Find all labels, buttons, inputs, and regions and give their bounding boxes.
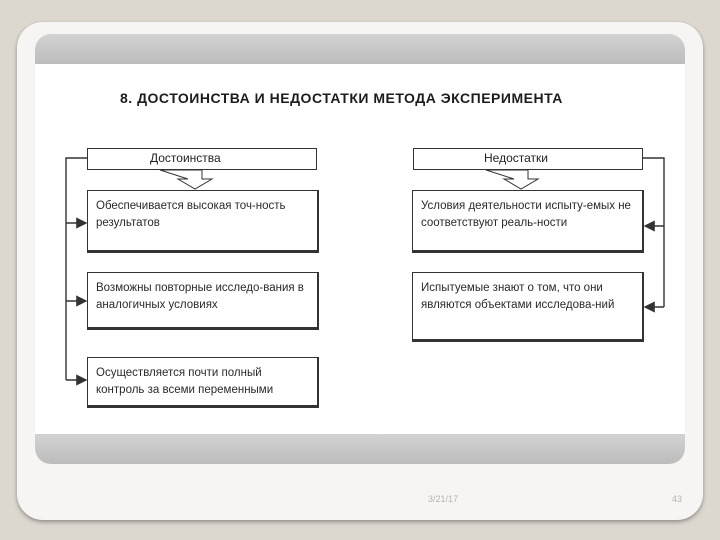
footer-date: 3/21/17	[428, 494, 459, 504]
advantages-header: Достоинства	[87, 148, 317, 170]
right-bracket-line	[643, 158, 664, 307]
left-header-down-arrow	[160, 170, 212, 189]
page-number: 43	[672, 494, 683, 504]
slide-title: 8. ДОСТОИНСТВА И НЕДОСТАТКИ МЕТОДА ЭКСПЕРИМЕНТА	[120, 90, 563, 106]
disadvantages-header: Недостатки	[413, 148, 643, 170]
disadvantage-item: Условия деятельности испыту-емых не соответствуют реаль-ности	[412, 190, 644, 253]
right-header-down-arrow	[486, 170, 538, 189]
advantage-item: Осуществляется почти полный контроль за всеми переменными	[87, 357, 319, 408]
advantage-item: Возможны повторные исследо-вания в аналогичных условиях	[87, 272, 319, 330]
advantage-item: Обеспечивается высокая точ-ность результатов	[87, 190, 319, 253]
left-bracket-line	[66, 158, 87, 380]
disadvantage-item: Испытуемые знают о том, что они являются объектами исследова-ний	[412, 272, 644, 342]
